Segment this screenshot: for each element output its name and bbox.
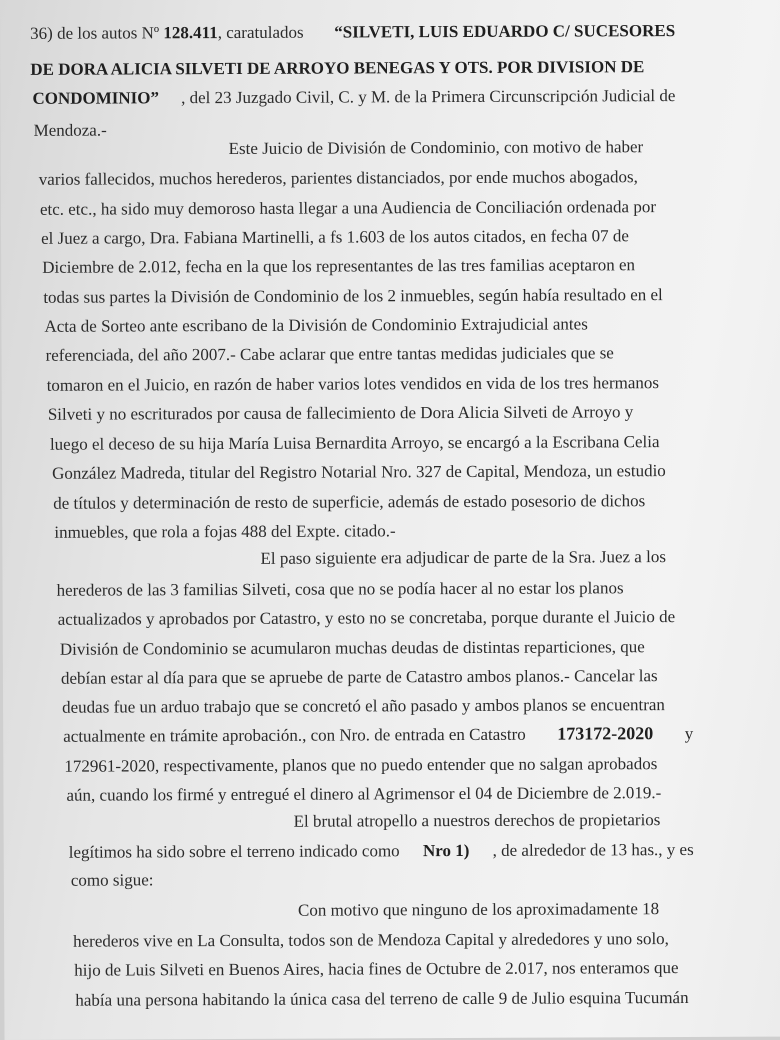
catastro-entry-number: 173172-2020 xyxy=(557,723,654,744)
text-line-26: 172961-2020, respectivamente, planos que no puedo entender que no salgan aprobados xyxy=(64,754,658,776)
text-segment: , del 23 Juzgado Civil, C. y M. de la Primera Circunscripción Judicial de xyxy=(181,86,676,108)
text-line-14: Silveti y no escriturados por causa de fallecimiento de Dora Alicia Silveti de Arroyo y xyxy=(47,402,634,424)
case-number: 128.411 xyxy=(163,23,218,43)
text-line-27: aún, cuando los firmé y entregué el dinero al Agrimensor el 04 de Diciembre de 2.019.- xyxy=(66,783,662,805)
text-line-24: deudas fue un arduo trabajo que se concretó el año pasado y ambos planos se encuentran xyxy=(62,695,665,717)
case-title-part: CONDOMINIO” xyxy=(32,88,160,108)
text-line-9: Diciembre de 2.012, fecha en la que los representantes de las tres familias aceptaron en xyxy=(42,255,636,277)
text-line-22: División de Condominio se acumularon muchas deudas de distintas reparticiones, que xyxy=(59,637,645,659)
case-title-part: “SILVETI, LUIS EDUARDO C/ SUCESORES xyxy=(334,21,676,42)
text-line-11: Acta de Sorteo ante escribano de la División de Condominio Extrajudicial antes xyxy=(44,314,588,336)
text-line-19: El paso siguiente era adjudicar de parte de la Sra. Juez a los xyxy=(260,547,666,568)
text-line-30: como sigue: xyxy=(70,870,154,890)
text-line-25: actualmente en trámite aprobación., con Nro. de entrada en Catastro 173172-2020 y xyxy=(63,723,694,746)
text-line-7: etc. etc., ha sido muy demoroso hasta llegar a una Audiencia de Conciliación ordenada por xyxy=(39,197,656,219)
text-line-31: Con motivo que ninguno de los aproximadamente 18 xyxy=(297,899,660,920)
text-line-23: debían estar al día para que se apruebe de parte de Catastro ambos planos.- Cancelar las xyxy=(60,666,658,688)
text-line-12: referenciada, del año 2007.- Cabe aclarar que entre tantas medidas judiciales que se xyxy=(45,343,614,365)
text-line-8: el Juez a cargo, Dra. Fabiana Martinelli, a fs 1.603 de los autos citados, en fecha 07 de xyxy=(40,226,629,248)
case-title-part: DE DORA ALICIA SILVETI DE ARROYO BENEGAS Y OTS. POR DIVISION DE xyxy=(30,57,645,79)
text-line-6: varios fallecidos, muchos herederos, parientes distanciados, por ende muchos abogados, xyxy=(38,167,638,189)
text-line-33: hijo de Luis Silveti en Buenos Aires, hacia fines de Octubre de 2.017, nos enteramos que xyxy=(74,958,679,980)
text-line-10: todas sus partes la División de Condominio de los 2 inmuebles, según había resultado en el xyxy=(43,285,663,307)
text-segment: , caratulados xyxy=(217,22,304,43)
text-line-15: luego el deceso de su hija María Luisa Bernardita Arroyo, se encargó a la Escribana Celia xyxy=(49,432,660,454)
text-line-2 xyxy=(30,57,675,80)
text-line-28: El brutal atropello a nuestros derechos de propietarios xyxy=(293,810,661,831)
text-line-21: actualizados y aprobados por Catastro, y esto no se concretaba, porque durante el Juicio de xyxy=(57,607,676,629)
text-line-34: había una persona habitando la única casa del terreno de calle 9 de Julio esquina Tucumán xyxy=(75,988,689,1010)
text-line-18: inmuebles, que rola a fojas 488 del Expte. citado.- xyxy=(54,521,396,542)
text-line-32: herederos vive en La Consulta, todos son de Mendoza Capital y alrededores y uno solo, xyxy=(73,929,669,951)
text-line-16: González Madreda, titular del Registro Notarial Nro. 327 de Capital, Mendoza, un estudio xyxy=(52,461,666,483)
text-line-3 xyxy=(32,86,675,109)
text-line-1 xyxy=(30,21,675,44)
land-number: Nro 1) xyxy=(422,840,470,861)
text-segment: 36) de los autos Nº xyxy=(30,23,164,43)
text-line-29: legítimos ha sido sobre el terreno indicado como Nro 1) , de alrededor de 13 has., y es xyxy=(68,839,694,862)
text-line-4: Mendoza.- xyxy=(33,120,107,140)
text-line-13: tomaron en el Juicio, en razón de haber varios lotes vendidos en vida de los tres hermanos xyxy=(46,373,660,395)
text-line-20: herederos de las 3 familias Silveti, cosa que no se podía hacer al no estar los planos xyxy=(56,578,624,600)
text-line-17: de títulos y determinación de resto de superficie, además de estado posesorio de dichos xyxy=(53,491,646,513)
text-line-5: Este Juicio de División de Condominio, con motivo de haber xyxy=(228,137,644,159)
